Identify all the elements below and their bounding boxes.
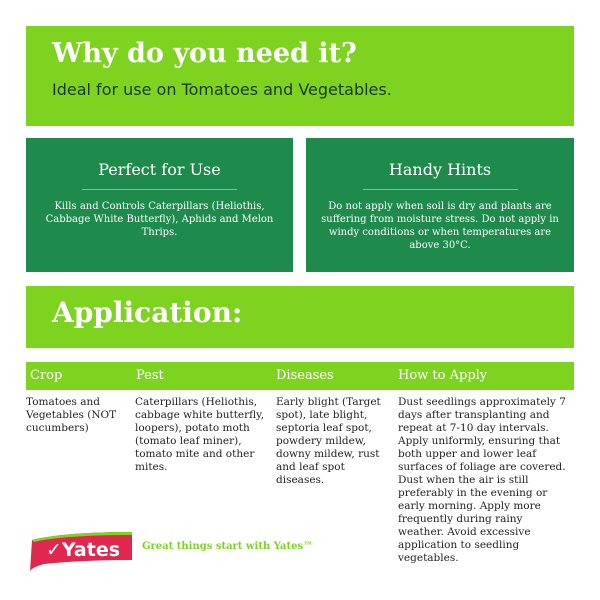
- why-banner: [26, 26, 574, 126]
- perfect-text: Kills and Controls Caterpillars (Heliothis, Cabbage White Butterfly), Aphids and Melon Thrips.: [45, 201, 274, 238]
- cell-pest: Caterpillars (Heliothis, cabbage white butterfly, loopers), potato moth (tomato leaf miner), tomato mite and other mites.: [135, 396, 265, 473]
- cell-diseases: Early blight (Target spot), late blight, septoria leaf spot, powdery mildew, downy mildew, rust and leaf spot diseases.: [276, 396, 381, 486]
- hints-text: Do not apply when soil is dry and plants are suffering from moisture stress. Do not apply in windy conditions or when temperatures are above 30°C.: [321, 201, 559, 251]
- divider: [363, 189, 518, 190]
- application-banner: [26, 286, 574, 348]
- hints-title: Handy Hints: [388, 160, 492, 179]
- table-header: [26, 362, 574, 390]
- perfect-title: Perfect for Use: [98, 160, 221, 179]
- header-how-to-apply: How to Apply: [398, 368, 488, 383]
- header-diseases: Diseases: [276, 368, 334, 383]
- tagline: Great things start with Yates™: [142, 541, 314, 552]
- svg-text:✓Yates: ✓Yates: [46, 539, 121, 561]
- divider: [82, 189, 237, 190]
- cell-crop: Tomatoes and Vegetables (NOT cucumbers): [26, 396, 117, 434]
- cell-how-to-apply: Dust seedlings approximately 7 days after transplanting and repeat at 7-10 day intervals. Apply uniformly, ensuring that both upper and lower leaf surfaces of foliage are covered. Dust when the air is still preferably in the evening or early morning. Apply more frequently during rainy weather. Avoid excessive application to seedling vegetables.: [398, 396, 566, 564]
- application-title: Application:: [52, 296, 243, 329]
- handy-hints-box: [306, 138, 574, 272]
- yates-logo: [24, 530, 134, 572]
- why-subtitle: Ideal for use on Tomatoes and Vegetables.: [52, 80, 392, 99]
- header-pest: Pest: [136, 368, 164, 383]
- why-title: Why do you need it?: [52, 38, 357, 69]
- header-crop: Crop: [30, 368, 63, 383]
- perfect-for-use-box: [26, 138, 293, 272]
